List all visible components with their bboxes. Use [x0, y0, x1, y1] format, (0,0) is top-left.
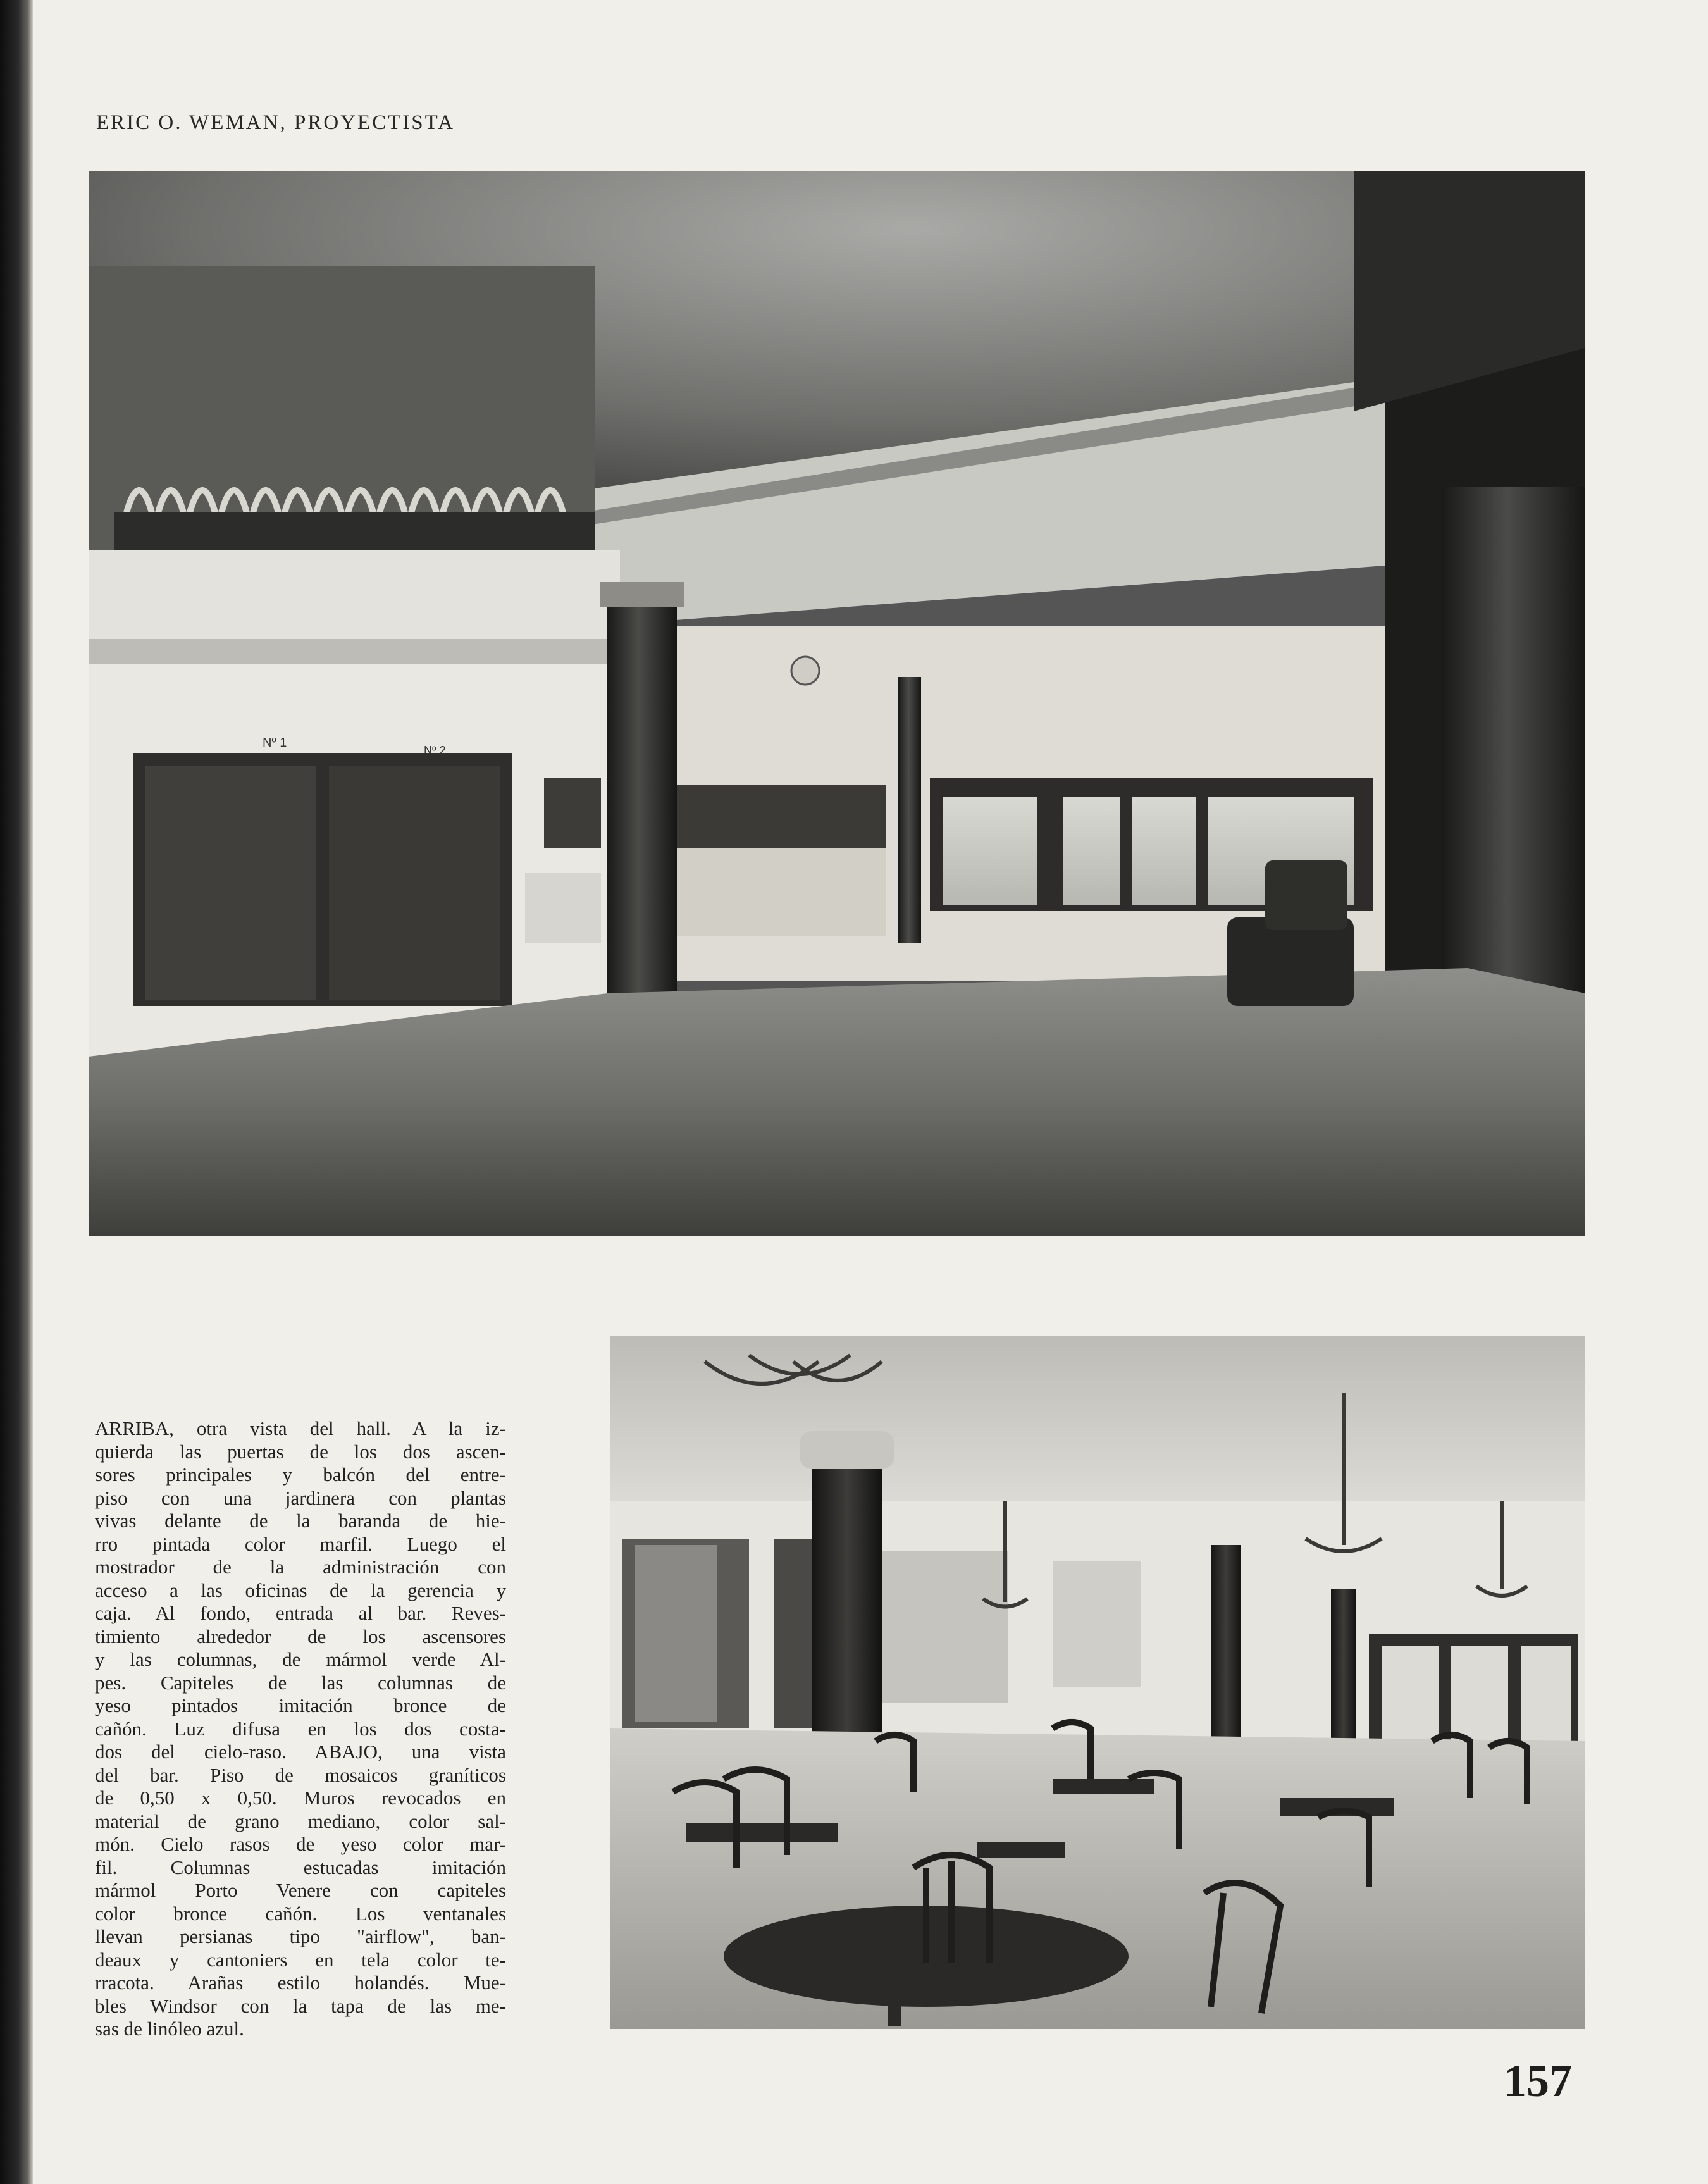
caption-line: mostrador de la administración con — [95, 1556, 506, 1578]
photo-bar-image — [610, 1336, 1585, 2029]
caption-line: llevan persianas tipo "airflow", ban- — [95, 1925, 506, 1947]
caption-line: mármol Porto Venere con capiteles — [95, 1879, 506, 1901]
caption-line: rro pintada color marfil. Luego el — [95, 1532, 506, 1555]
caption-line: material de grano mediano, color sal- — [95, 1809, 506, 1832]
photo-hall — [89, 171, 1585, 1236]
caption-line: ARRIBA, otra vista del hall. A la iz- — [95, 1417, 506, 1439]
photo-bar — [610, 1336, 1585, 2029]
running-head: ERIC O. WEMAN, PROYECTISTA — [96, 111, 455, 134]
caption-line: vivas delante de la baranda de hie- — [95, 1510, 506, 1532]
caption-line: del bar. Piso de mosaicos graníticos — [95, 1763, 506, 1786]
caption-line: pes. Capiteles de las columnas de — [95, 1671, 506, 1694]
page-number: 157 — [1504, 2056, 1572, 2106]
caption-line: yeso pintados imitación bronce de — [95, 1694, 506, 1716]
caption-line: món. Cielo rasos de yeso color mar- — [95, 1833, 506, 1855]
caption-line: timiento alrededor de los ascensores — [95, 1625, 506, 1647]
caption-line: dos del cielo-raso. ABAJO, una vista — [95, 1740, 506, 1763]
caption-line: quierda las puertas de los dos ascen- — [95, 1440, 506, 1463]
caption-line: rracota. Arañas estilo holandés. Mue- — [95, 1971, 506, 1994]
caption-line: acceso a las oficinas de la gerencia y — [95, 1579, 506, 1601]
caption-line: color bronce cañón. Los ventanales — [95, 1902, 506, 1925]
photo-hall-image — [89, 171, 1585, 1236]
caption-line: caja. Al fondo, entrada al bar. Reves- — [95, 1602, 506, 1624]
book-spine-shadow — [0, 0, 33, 2184]
caption-line: deaux y cantoniers en tela color te- — [95, 1948, 506, 1971]
photo-caption — [95, 1417, 506, 2041]
caption-line: piso con una jardinera con plantas — [95, 1486, 506, 1509]
elevator-label-1: Nº 1 — [263, 736, 287, 750]
caption-line: cañón. Luz difusa en los dos costa- — [95, 1717, 506, 1740]
caption-line: sores principales y balcón del entre- — [95, 1463, 506, 1486]
caption-line: sas de linóleo azul. — [95, 2018, 244, 2040]
caption-line: bles Windsor con la tapa de las me- — [95, 1994, 506, 2017]
caption-line: fil. Columnas estucadas imitación — [95, 1856, 506, 1878]
caption-line: de 0,50 x 0,50. Muros revocados en — [95, 1787, 506, 1809]
elevator-label-2: Nº 2 — [424, 744, 446, 757]
caption-line: y las columnas, de mármol verde Al- — [95, 1648, 506, 1670]
